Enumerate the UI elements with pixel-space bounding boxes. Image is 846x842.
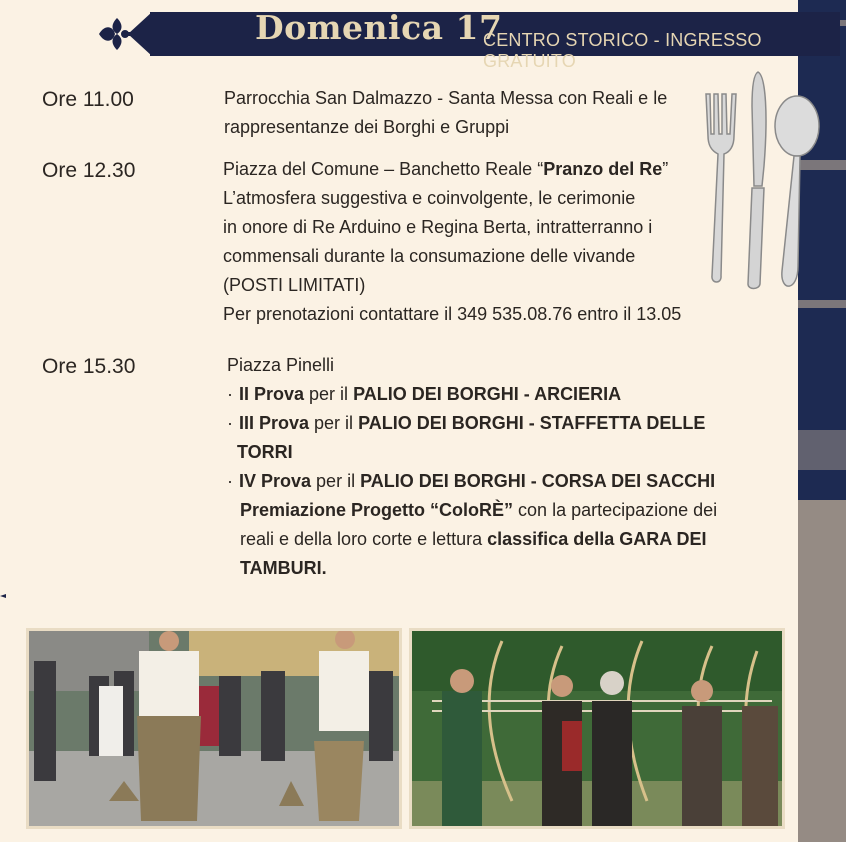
page-title: Domenica 17: [255, 8, 503, 47]
event-description-1: [224, 84, 667, 142]
archery-image: [412, 631, 782, 826]
event-time-2: Ore 12.30: [42, 159, 136, 182]
decorative-mark: [0, 590, 6, 602]
event-3-item-mid: per il: [311, 471, 361, 491]
event-3-item-continuation: TORRI: [237, 442, 293, 462]
event-3-item-mid: per il: [309, 413, 359, 433]
premiazione-classifica: classifica della GARA DEI: [487, 529, 707, 549]
event-3-item-name: PALIO DEI BORGHI - CORSA DEI SACCHI: [360, 471, 716, 491]
photo-sack-race: [26, 628, 402, 829]
event-3-item-prova: IV Prova: [239, 471, 312, 491]
event-2-line: in onore di Re Arduino e Regina Berta, intratterranno i: [223, 217, 653, 237]
event-description-2: [223, 155, 681, 329]
photo-archery: [409, 628, 785, 829]
header-ribbon-notch: [128, 12, 152, 56]
event-2-line: L’atmosfera suggestiva e coinvolgente, le cerimonie: [223, 188, 636, 208]
event-2-line: (POSTI LIMITATI): [223, 275, 366, 295]
cutlery-icon: [684, 66, 824, 296]
event-3-item: [227, 467, 717, 496]
event-2-line: commensali durante la consumazione delle vivande: [223, 246, 636, 266]
event-2-quote: ”: [662, 159, 669, 179]
event-1-line: rappresentanze dei Borghi e Gruppi: [224, 117, 510, 137]
event-3-item: [227, 380, 717, 409]
premiazione-line-3: TAMBURI.: [240, 558, 327, 578]
event-description-3: [227, 351, 717, 583]
event-2-title: Pranzo del Re: [543, 159, 663, 179]
premiazione-text-2: reali e della loro corte e lettura: [240, 529, 488, 549]
event-time-1: Ore 11.00: [42, 88, 134, 111]
event-3-place: Piazza Pinelli: [227, 355, 335, 375]
event-3-item: [227, 409, 717, 438]
event-1-line: Parrocchia San Dalmazzo - Santa Messa con Reali e le: [224, 88, 668, 108]
sack-race-image: [29, 631, 399, 826]
event-3-item-name: PALIO DEI BORGHI - ARCIERIA: [353, 384, 622, 404]
event-time-3: Ore 15.30: [42, 355, 136, 378]
event-2-contact-line: Per prenotazioni contattare il 349 535.08.76 entro il 13.05: [223, 304, 682, 324]
premiazione-line-2: [227, 525, 717, 554]
bullet-icon: ·: [227, 384, 233, 404]
bullet-icon: ·: [227, 471, 233, 491]
premiazione-line-1: [227, 496, 717, 525]
event-3-item-mid: per il: [304, 384, 354, 404]
event-3-item-prova: III Prova: [239, 413, 310, 433]
event-3-item-name: PALIO DEI BORGHI - STAFFETTA DELLE: [358, 413, 706, 433]
event-2-title-line: [223, 155, 681, 184]
event-3-item-prova: II Prova: [239, 384, 305, 404]
premiazione-title: Premiazione Progetto “ColoRÈ”: [240, 500, 514, 520]
page-subtitle: CENTRO STORICO - INGRESSO GRATUITO: [483, 30, 762, 71]
premiazione-text: con la partecipazione dei: [513, 500, 718, 520]
event-2-place: Piazza del Comune – Banchetto Reale “: [223, 159, 544, 179]
bullet-icon: ·: [227, 413, 233, 433]
